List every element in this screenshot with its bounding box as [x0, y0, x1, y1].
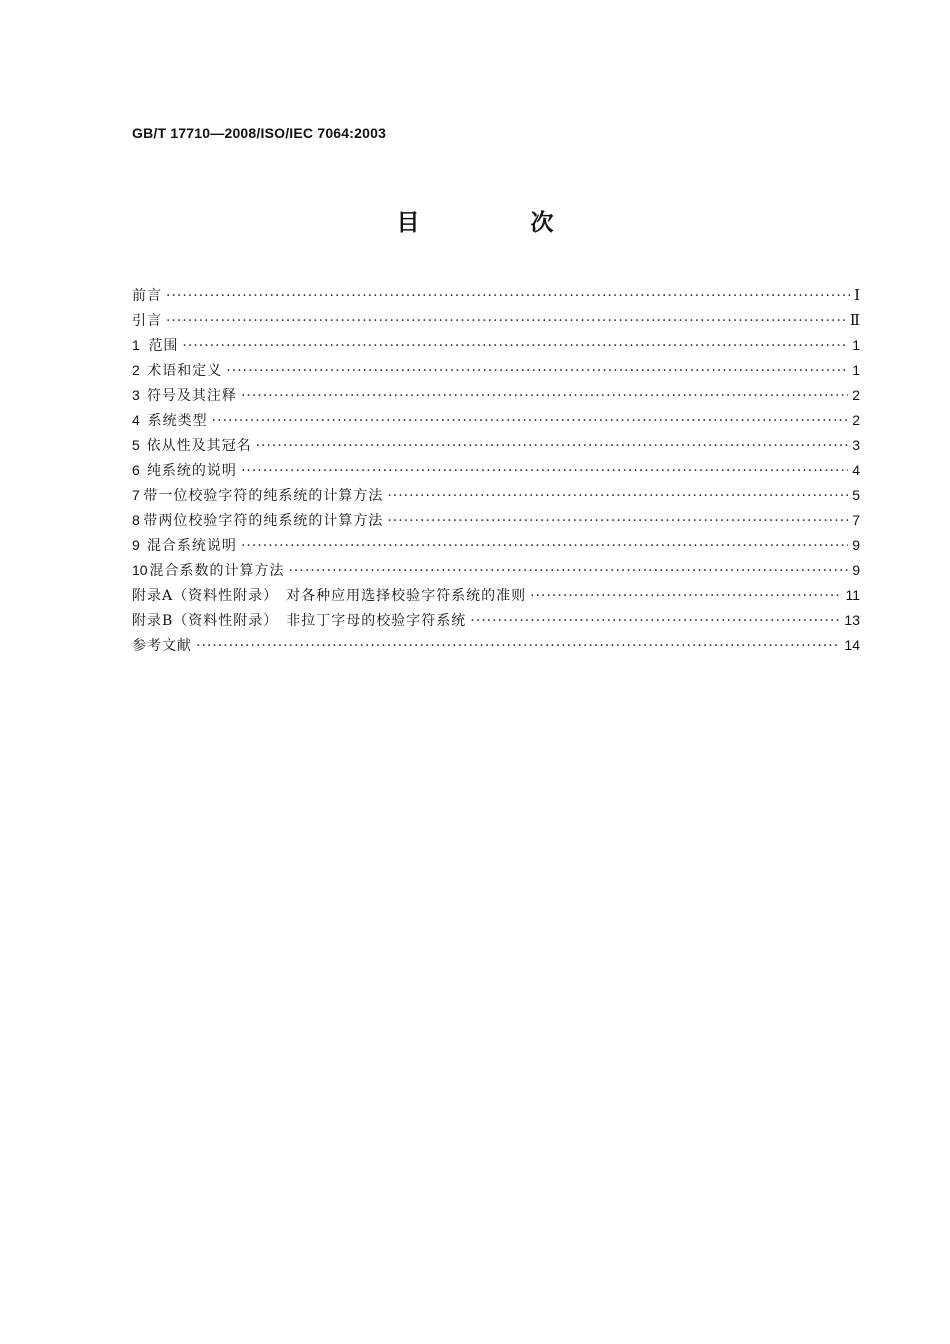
- toc-entry-page: 9: [852, 537, 860, 553]
- toc-entry-page: 9: [852, 562, 860, 578]
- toc-entry-number: 2: [132, 362, 140, 378]
- toc-entry-page: 5: [852, 487, 860, 503]
- toc-entry-page: Ⅱ: [849, 311, 860, 329]
- toc-entry-title: 附录B（资料性附录） 非拉丁字母的校验字符系统: [132, 613, 467, 629]
- dot-leader: [241, 384, 848, 409]
- dot-leader: [387, 484, 848, 509]
- dot-leader: [288, 559, 848, 584]
- toc-entry-page: Ⅰ: [854, 286, 860, 304]
- dot-leader: [530, 584, 841, 609]
- toc-entry-title: 混合系数的计算方法: [149, 563, 285, 579]
- toc-entry-hybrid-systems[interactable]: [132, 533, 860, 558]
- toc-entry-title: 术语和定义: [147, 363, 223, 379]
- toc-entry-page: 13: [844, 612, 860, 628]
- toc-entry-terms[interactable]: [132, 358, 860, 383]
- toc-entry-page: 14: [844, 637, 860, 653]
- toc-entry-title: 附录A（资料性附录） 对各种应用选择校验字符系统的准则: [132, 588, 527, 604]
- toc-entry-title: 范围: [148, 338, 179, 354]
- toc-entry-title: 引言: [132, 313, 162, 329]
- toc-entry-title: 参考文献: [132, 638, 192, 654]
- toc-entry-title: 系统类型: [147, 413, 208, 429]
- dot-leader: [212, 409, 849, 434]
- toc-entry-number: 4: [132, 412, 140, 428]
- toc-entry-number: 5: [132, 437, 140, 453]
- toc-entry-symbols[interactable]: [132, 383, 860, 408]
- toc-entry-page: 2: [852, 412, 860, 428]
- toc-entry-number: 1: [132, 337, 140, 353]
- table-of-contents: [132, 283, 860, 658]
- toc-entry-pure-systems[interactable]: [132, 458, 860, 483]
- toc-entry-scope[interactable]: [132, 333, 860, 358]
- toc-entry-page: 1: [852, 337, 860, 353]
- standard-number-header: GB/T 17710—2008/ISO/IEC 7064:2003: [132, 125, 387, 141]
- toc-entry-page: 7: [852, 512, 860, 528]
- dot-leader: [241, 534, 848, 559]
- toc-entry-number: 8: [132, 512, 140, 528]
- toc-entry-page: 11: [845, 587, 860, 603]
- dot-leader: [256, 434, 849, 459]
- toc-entry-bibliography[interactable]: [132, 633, 860, 658]
- toc-entry-introduction[interactable]: [132, 308, 860, 333]
- toc-entry-title: 带一位校验字符的纯系统的计算方法: [143, 488, 384, 504]
- dot-leader: [226, 359, 848, 384]
- toc-entry-number: 9: [132, 537, 140, 553]
- toc-entry-page: 3: [852, 437, 860, 453]
- dot-leader: [166, 284, 850, 309]
- toc-entry-conformance[interactable]: [132, 433, 860, 458]
- toc-entry-title: 前言: [132, 288, 162, 304]
- dot-leader: [470, 609, 840, 634]
- dot-leader: [387, 509, 848, 534]
- dot-leader: [182, 334, 848, 359]
- dot-leader: [196, 634, 840, 659]
- dot-leader: [241, 459, 848, 484]
- toc-entry-annex-a[interactable]: [132, 583, 860, 608]
- dot-leader: [166, 309, 846, 334]
- toc-entry-title: 带两位校验字符的纯系统的计算方法: [143, 513, 384, 529]
- toc-entry-title: 纯系统的说明: [146, 463, 237, 479]
- toc-entry-number: 6: [132, 462, 140, 478]
- toc-entry-page: 2: [852, 387, 860, 403]
- toc-entry-title: 符号及其注释: [146, 388, 237, 404]
- toc-entry-hybrid-computation[interactable]: [132, 558, 860, 583]
- toc-title: 目 次: [396, 210, 598, 236]
- toc-entry-two-check-chars[interactable]: [132, 508, 860, 533]
- toc-entry-page: 4: [852, 462, 860, 478]
- toc-entry-number: 3: [132, 387, 140, 403]
- toc-entry-system-types[interactable]: [132, 408, 860, 433]
- toc-entry-annex-b[interactable]: [132, 608, 860, 633]
- toc-entry-page: 1: [852, 362, 860, 378]
- toc-entry-foreword[interactable]: [132, 283, 860, 308]
- toc-entry-number: 7: [132, 487, 140, 503]
- toc-entry-number: 10: [132, 562, 148, 578]
- toc-entry-title: 混合系统说明: [146, 538, 237, 554]
- toc-entry-one-check-char[interactable]: [132, 483, 860, 508]
- toc-entry-title: 依从性及其冠名: [146, 438, 252, 454]
